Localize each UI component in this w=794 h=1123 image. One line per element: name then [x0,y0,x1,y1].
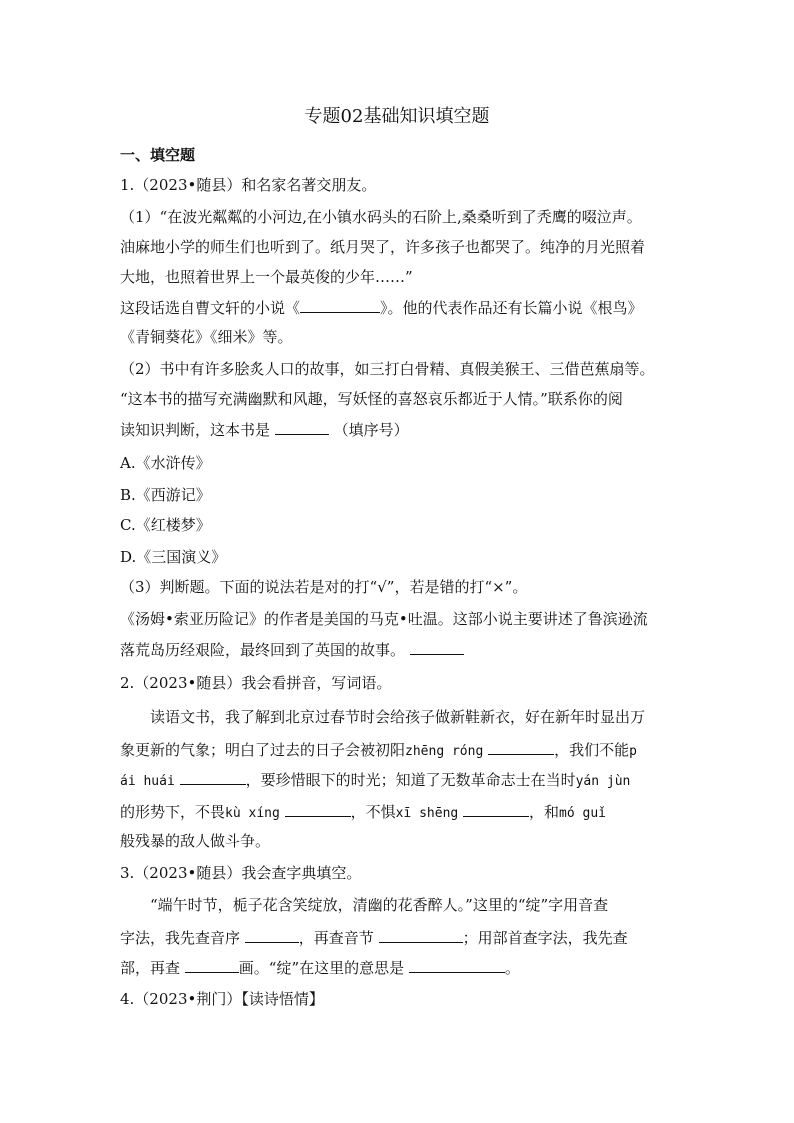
q1-text: 读知识判断，这本书是 [120,421,271,439]
q2-passage-line [120,768,630,793]
q1-passage-line: （2）书中有许多脍炙人口的故事，如三打白骨精、真假美猴王、三借芭蕉扇等。 [120,360,655,378]
q1-text: （填序号） [333,421,409,439]
answer-blank[interactable] [379,926,463,943]
q2-heading: 2.（2023•随县）我会看拼音，写词语。 [120,674,392,692]
answer-blank[interactable] [275,418,329,435]
answer-blank[interactable] [185,956,239,973]
q3-text: 字法，我先查音序 [120,929,241,947]
q3-passage-line [120,926,628,949]
q2-text: 象更新的气象；明白了过去的日子会被初阳 [120,741,406,759]
answer-blank[interactable] [180,768,246,785]
q1-text: 》。他的代表作品还有长篇小说《根鸟》 [380,299,643,317]
pinyin: xī shēng [395,806,459,821]
q3-text: ；用部首查字法，我先查 [462,929,628,947]
pinyin: mó guǐ [559,806,606,821]
answer-blank[interactable] [409,956,505,973]
pinyin: p [629,744,637,759]
q4-heading: 4.（2023•荆门）【读诗悟情】 [120,990,324,1008]
q3-heading: 3.（2023•随县）我会查字典填空。 [120,864,362,882]
q1-passage-line: 油麻地小学的师生们也听到了。纸月哭了，许多孩子也都哭了。纯净的月光照着 [120,238,646,256]
page-title: 专题02基础知识填空题 [304,106,490,127]
option-c: C.《红楼梦》 [120,516,211,534]
q1-text: 这段话选自曹文轩的小说《 [120,299,301,317]
section-heading: 一、填空题 [120,146,196,164]
q2-text: ，要珍惜眼下的时光；知道了无数革命志士在当时 [245,771,576,789]
answer-blank[interactable] [463,800,529,817]
q3-text: 部，再查 [120,959,181,977]
option-b: B.《西游记》 [120,486,211,504]
option-a: A.《水浒传》 [120,454,211,472]
q3-passage-line [120,956,520,979]
q2-text: ，和 [529,803,560,821]
pinyin: ái huái [120,774,175,789]
q3-text: 画。“绽”在这里的意思是 [238,959,405,977]
q2-text: ，不惧 [350,803,396,821]
answer-blank[interactable] [410,638,464,655]
q1-heading: 1.（2023•随县）和名家名著交朋友。 [120,176,377,194]
q2-passage-line: 般残暴的敌人做斗争。 [120,832,271,850]
q1-passage-line [120,296,643,319]
q1-passage-line: “这本书的描写充满幽默和风趣，写妖怪的喜怒哀乐都近于人情。”联系你的阅 [120,390,623,408]
q2-passage-line: 读语文书，我了解到北京过春节时会给孩子做新鞋新衣，好在新年时显出万 [150,708,646,726]
q1-text: 落荒岛历经艰险，最终回到了英国的故事。 [120,641,406,659]
q1-passage-line [120,638,464,661]
answer-blank[interactable] [245,926,299,943]
q3-text: ，再查音节 [298,929,374,947]
q1-passage-line [120,418,409,441]
q2-text: 的形势下，不畏 [120,803,226,821]
answer-blank[interactable] [285,800,351,817]
q2-text: ，我们不能 [554,741,630,759]
option-d: D.《三国演义》 [120,548,227,566]
pinyin: kù xíng [225,806,280,821]
q3-passage-line: “端午时节，栀子花含笑绽放，清幽的花香醉人。”这里的“绽”字用音查 [150,896,609,914]
q2-passage-line [120,800,606,825]
q1-passage-line: 《汤姆•索亚历险记》的作者是美国的马克•吐温。这部小说主要讲述了鲁滨逊流 [120,610,648,628]
q1-passage-line: 《青铜葵花》《细米》等。 [120,328,293,346]
q1-passage-line: （3）判断题。下面的说法若是对的打“√”，若是错的打“×”。 [120,578,528,596]
answer-blank[interactable] [488,738,554,755]
pinyin: zhēng róng [405,744,484,759]
pinyin: yán jùn [575,774,631,789]
q3-text: 。 [504,959,520,977]
q1-passage-line: （1）“在波光粼粼的小河边,在小镇水码头的石阶上,桑桑听到了秃鹰的啜泣声。 [120,208,642,226]
q1-passage-line: 大地，也照着世界上一个最英俊的少年……” [120,268,413,286]
answer-blank[interactable] [300,296,380,313]
q2-passage-line [120,738,637,763]
